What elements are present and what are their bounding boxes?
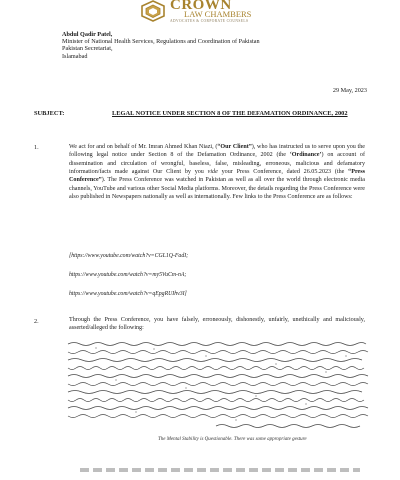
ordinance-term: ‘Ordinance’ — [289, 152, 322, 159]
page-bottom-scan-artifact — [80, 468, 360, 472]
crown-logo-icon — [140, 0, 166, 22]
urdu-transcript-image — [66, 340, 370, 432]
recipient-block — [62, 31, 260, 60]
paragraph-1: We act for and on behalf of Mr. Imran Ahmed Khan Niazi, (“Our Client”), who has instructed us to serve upon you the following legal notice under Section 8 of the Defamation Ordinance, 2002 (the ‘Ordinance’) on account of dissemination and circulation of wrongful, baseless, false, misleading, erroneous, malicious and defamatory information/facts made against Our Client by you vide your Press Conference, dated 26.05.2023 (the “Press Conference”). The Press Conference was watched in Pakistan as well as all over the world through electronic media channels, YouTube and various other Social Media platforms. Moreover, the details regarding the Press Conference were also published in Newspapers nationally as well as internationally. Few links to the Press Conference are as follows: — [69, 144, 366, 201]
youtube-link-1[interactable]: [https://www.youtube.com/watch?v=CGL1Q-FadI; — [69, 253, 189, 259]
press-conference-term: “Press Conference” — [69, 169, 365, 184]
youtube-link-3[interactable]: https://www.youtube.com/watch?v=qEpgRUIhv3I] — [69, 291, 187, 297]
paragraph-2: Through the Press Conference, you have falsely, erroneously, dishonestly, unfairly, unethically and maliciously, asserted/alleged the following: — [69, 317, 365, 332]
subject-text: LEGAL NOTICE UNDER SECTION 8 OF THE DEFAMATION ORDINANCE, 2002 — [112, 110, 348, 117]
subject-label: SUBJECT: — [34, 110, 65, 117]
letterhead — [140, 0, 300, 26]
firm-name: CROWN — [170, 0, 232, 13]
firm-subtitle: LAW CHAMBERS — [184, 9, 252, 19]
letter-date: 29 May, 2023 — [332, 87, 367, 94]
recipient-name: Abdul Qadir Patel, — [62, 31, 113, 38]
recipient-office: Pakistan Secretariat, — [62, 45, 113, 53]
recipient-city: Islamabad — [62, 52, 88, 60]
recipient-title: Minister of National Health Services, Regulations and Coordination of Pakistan — [62, 38, 260, 46]
paragraph-2-number: 2. — [34, 318, 39, 325]
quote-footer-note: The Mental Stability is Questionable. There was some appropriate gesture — [158, 437, 307, 442]
youtube-link-2[interactable]: https://www.youtube.com/watch?v=my5VuCm-nA; — [69, 272, 187, 278]
firm-tagline: ADVOCATES & CORPORATE COUNSELS — [170, 19, 249, 23]
paragraph-1-number: 1. — [34, 144, 39, 151]
our-client-term: “Our Client” — [217, 144, 252, 150]
